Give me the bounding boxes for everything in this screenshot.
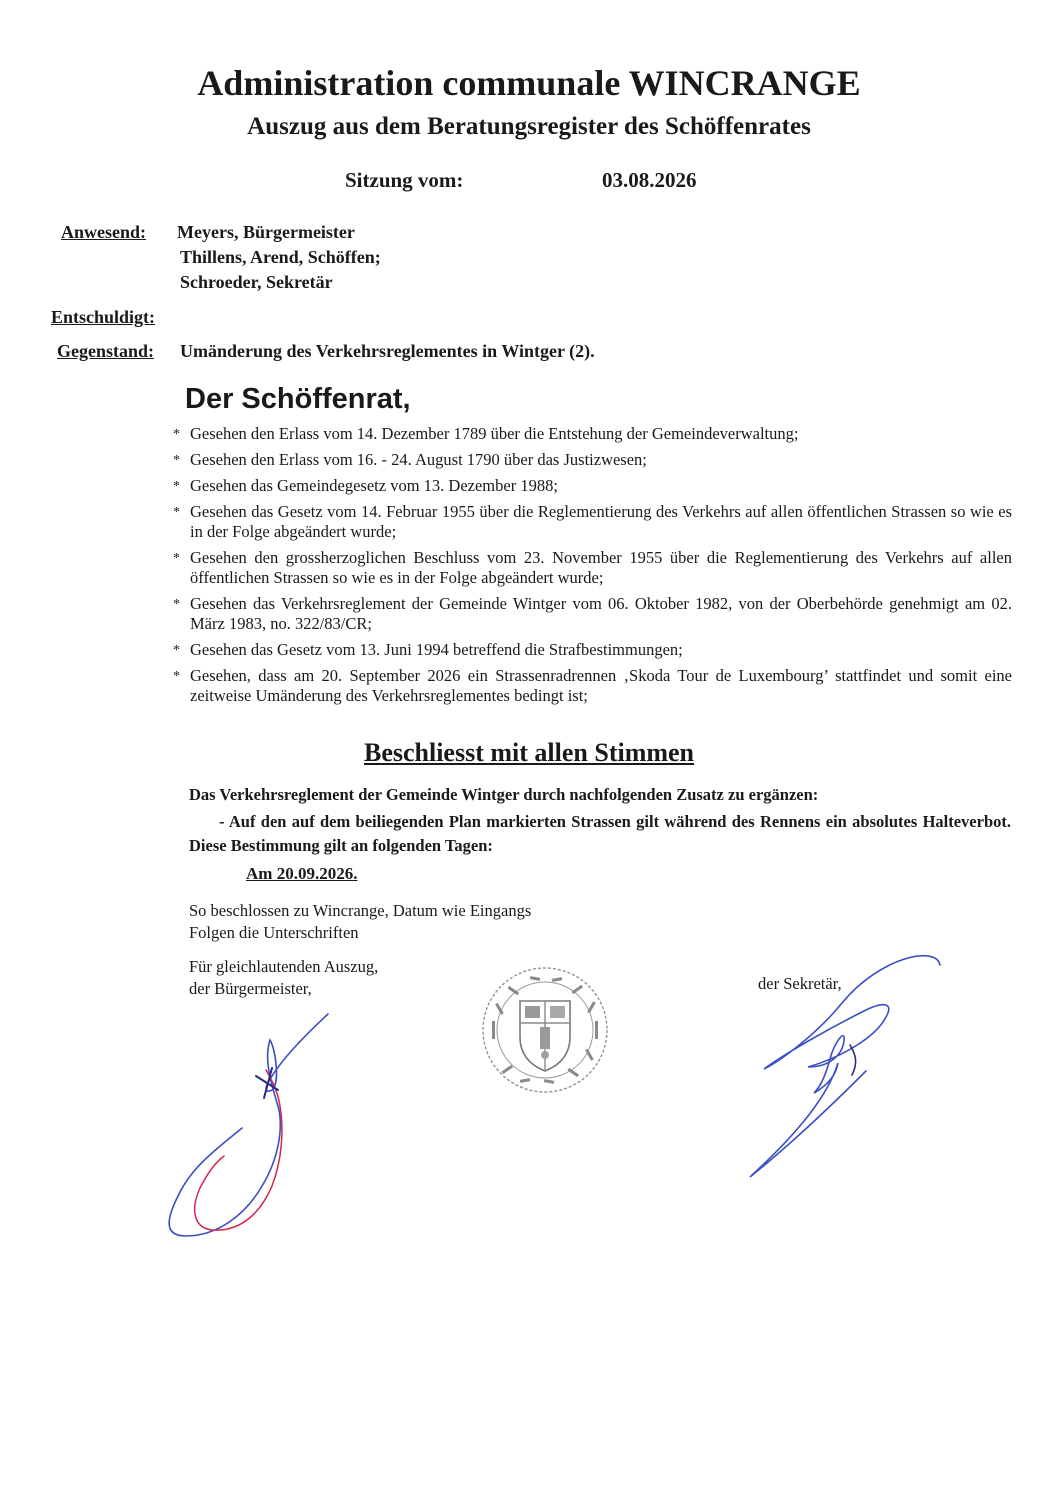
session-label: Sitzung vom: xyxy=(345,168,464,192)
subject-text: Umänderung des Verkehrsreglementes in Wintger (2). xyxy=(180,341,595,361)
bullet-icon: * xyxy=(173,597,180,612)
bullet-icon: * xyxy=(173,505,180,520)
consideration-item: * Gesehen das Gesetz vom 14. Februar 1955 über die Reglementierung des Verkehrs auf allen öffentlichen Strassen so wie es in der Folge abgeändert wurde; xyxy=(173,502,1012,541)
mayor-extract-line: Für gleichlautenden Auszug, xyxy=(189,957,379,976)
decision-addition: - Auf den auf dem beiliegenden Plan markierten Strassen gilt während des Rennens ein absolutes Halteverbot. Diese Bestimmung gilt an folgenden Tagen: xyxy=(189,812,1011,855)
consideration-item: * Gesehen den Erlass vom 14. Dezember 1789 über die Entstehung der Gemeindeverwaltung; xyxy=(173,424,799,443)
consideration-item: * Gesehen das Verkehrsreglement der Gemeinde Wintger vom 06. Oktober 1982, von der Oberbehörde genehmigt am 02. März 1983, no. 322/83/CR; xyxy=(173,594,1012,633)
present-line-1: Meyers, Bürgermeister xyxy=(177,222,355,242)
decision-date: Am 20.09.2026. xyxy=(246,864,358,883)
present-label: Anwesend: xyxy=(61,222,147,242)
present-line-2: Thillens, Arend, Schöffen; xyxy=(180,247,381,267)
consideration-item: * Gesehen, dass am 20. September 2026 ein Strassenradrennen ‚Skoda Tour de Luxembourg’ stattfindet und somit eine zeitweise Umänderung des Verkehrsreglementes bedingt ist; xyxy=(173,666,1012,705)
bullet-icon: * xyxy=(173,453,180,468)
decision-title: Beschliesst mit allen Stimmen xyxy=(363,738,695,767)
mayor-label: der Bürgermeister, xyxy=(189,979,312,998)
closing-line-2: Folgen die Unterschriften xyxy=(189,923,359,942)
session-date: 03.08.2026 xyxy=(602,168,697,192)
considerations-list xyxy=(172,424,1012,712)
bullet-icon: * xyxy=(173,427,180,442)
council-heading: Der Schöffenrat, xyxy=(185,383,411,415)
mayor-signature-icon xyxy=(160,1010,340,1250)
municipal-seal-icon xyxy=(478,963,613,1098)
bullet-icon: * xyxy=(173,669,180,684)
excused-label: Entschuldigt: xyxy=(51,307,156,327)
decision-intro: Das Verkehrsreglement der Gemeinde Wintger durch nachfolgenden Zusatz zu ergänzen: xyxy=(189,785,819,804)
secretary-label: der Sekretär, xyxy=(758,974,842,993)
consideration-item: * Gesehen das Gemeindegesetz vom 13. Dezember 1988; xyxy=(173,476,558,495)
present-line-3: Schroeder, Sekretär xyxy=(180,272,333,292)
consideration-item: * Gesehen den grossherzoglichen Beschluss vom 23. November 1955 über die Reglementierung des Verkehrs auf allen öffentlichen Strassen so wie es in der Folge abgeändert wurde; xyxy=(173,548,1012,587)
closing-line-1: So beschlossen zu Wincrange, Datum wie Eingangs xyxy=(189,901,532,920)
consideration-item: * Gesehen den Erlass vom 16. - 24. August 1790 über das Justizwesen; xyxy=(173,450,647,469)
document-subtitle: Auszug aus dem Beratungsregister des Schöffenrates xyxy=(247,113,811,140)
document-title: Administration communale WINCRANGE xyxy=(197,63,861,103)
bullet-icon: * xyxy=(173,551,180,566)
bullet-icon: * xyxy=(173,479,180,494)
secretary-signature-icon xyxy=(730,945,960,1190)
bullet-icon: * xyxy=(173,643,180,658)
consideration-item: * Gesehen das Gesetz vom 13. Juni 1994 betreffend die Strafbestimmungen; xyxy=(173,640,683,659)
subject-label: Gegenstand: xyxy=(57,341,155,361)
